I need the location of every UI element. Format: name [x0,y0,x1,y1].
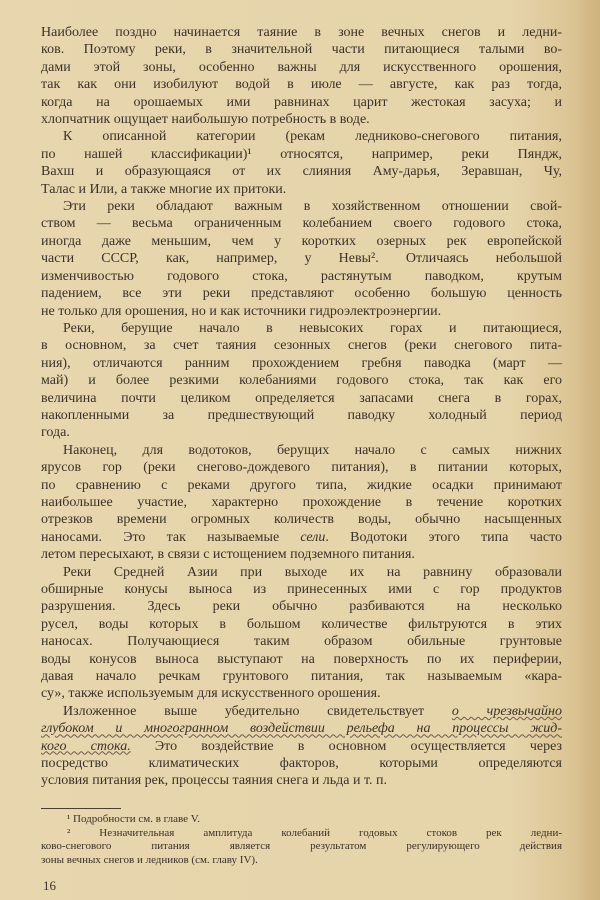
text-line: изменчивостью годового стока, растянутым паводком, крутым [41,268,562,284]
page-number: 16 [43,878,56,893]
paragraph [41,128,562,198]
text-line: иногда даже меньшим, чем у коротких озерных рек европейской [41,233,562,249]
text-line [41,703,562,720]
text-segment: . Водотоки этого типа часто [325,529,563,545]
footnotes [41,813,562,867]
text-line: русел, воды которых в большом количестве фильтруются в этих [41,616,562,632]
text-line: зоны вечных снегов и ледников (см. главу IV). [41,853,258,866]
text-line: хлопчатник ощущает наибольшую потребность в воде. [41,112,370,128]
text-line: Наиболее поздно начинается таяние в зоне вечных снегов и ледни- [41,25,562,40]
text-line [41,529,562,546]
text-line: Эти реки обладают важным в хозяйственном отношении свой- [63,199,562,215]
text-line: части СССР, как, например, у Невы². Отличаясь небольшой [41,251,562,267]
main-text [41,24,562,790]
text-line: по сравнению с реками другого типа, жидкие осадки принимают [41,477,562,493]
paragraph [41,320,562,442]
text-line: К описанной категории (рекам ледниково-снегового питания, [63,129,562,145]
text-line: летом пересыхают, в связи с истощением подземного питания. [41,547,415,563]
paragraph [41,564,562,703]
text-line: ков. Поэтому реки, в значительной части питающиеся талыми во- [41,42,562,58]
text-line: ² Незначительная амплитуда колебаний годовых стоков рек ледни- [67,826,562,839]
paragraph [41,703,562,790]
text-line: когда на орошаемых ими равнинах царит жестокая засуха; и [41,94,562,110]
text-line: величина почти целиком определяется запасами снега в горах, [41,390,562,406]
paragraph [41,442,562,564]
text-line: наносах. Получающиеся таким образом обильные грунтовые [41,634,562,650]
emphasized-text: кого стока. [41,738,131,754]
text-line: разрушения. Здесь реки обычно разбиваются на несколько [41,599,562,615]
text-line [41,738,562,755]
text-line: условия питания рек, процессы таяния снега и льда и т. п. [41,773,388,789]
text-line: дами этой зоны, особенно важны для искусственного орошения, [41,59,562,75]
emphasized-text: сели [300,529,326,545]
emphasized-text: о чрезвычайно [451,703,563,719]
text-line: года. [41,425,70,441]
text-line: Вахш и образующаяся от их слияния Аму-дарья, Зеравшан, Чу, [41,164,562,180]
text-line: так как они изобилуют водой в июле — августе, как раз тогда, [41,77,562,93]
text-line: Реки Средней Азии при выходе их на равнину образовали [63,564,562,580]
text-line: Реки, берущие начало в невысоких горах и питающиеся, [63,320,562,336]
text-line: обширные конусы выноса из принесенных ими с гор продуктов [41,582,562,597]
text-line: посредство климатических факторов, которыми определяются [41,756,562,772]
text-line: май) и более резкими колебаниями годового стока, так как его [41,373,562,389]
footnote-divider [41,808,121,809]
text-line: падением, все эти реки представляют особенно большую ценность [41,286,562,302]
text-line: ково-снегового питания является результатом регулирующего действия [41,840,562,853]
text-line: ния), отличаются ранним прохождением гребня паводка (март — [41,355,562,371]
text-line [41,720,562,737]
text-line: воды конусов выноса выступают на поверхность по их периферии, [41,651,562,667]
footnote [41,827,562,868]
text-line: ством — весьма ограниченным колебанием своего годового стока, [41,216,562,232]
text-segment: Это воздействие в основном осуществляется через [130,738,562,754]
text-line: Наконец, для водотоков, берущих начало с самых нижних [63,442,562,458]
text-line: отрезков времени огромных количеств воды, обычно насыщенных [41,512,562,528]
paragraph [41,24,562,128]
paragraph [41,198,562,320]
emphasized-text: глубоком и многогранном воздействии рельефа на процессы жид- [41,721,562,737]
text-line: накопленными за предшествующий паводку холодный период [41,407,562,423]
text-line: по нашей классификации)¹ относятся, например, реки Пяндж, [41,146,562,162]
footnote [41,813,562,827]
text-line: ¹ Подробности см. в главе V. [67,813,201,825]
text-line: су», также используемым для искусственного орошения. [41,686,381,702]
text-line: ярусов гор (реки снегово-дождевого питания), в питании которых, [41,460,562,476]
text-line: Талас и Или, а также многие их притоки. [41,181,287,197]
text-segment: Изложенное выше убедительно свидетельствует [63,703,452,719]
text-line: давая начало речкам грунтового питания, так называемым «кара- [41,669,562,685]
text-line: не только для орошения, но и как источники гидроэлектроэнергии. [41,303,442,319]
text-segment: наносами. Это так называемые [41,529,301,545]
text-line: в основном, за счет таяния сезонных снегов (реки снегового пита- [41,338,562,354]
text-line: наибольшее участие, характерно прохождение в течение коротких [41,494,562,510]
